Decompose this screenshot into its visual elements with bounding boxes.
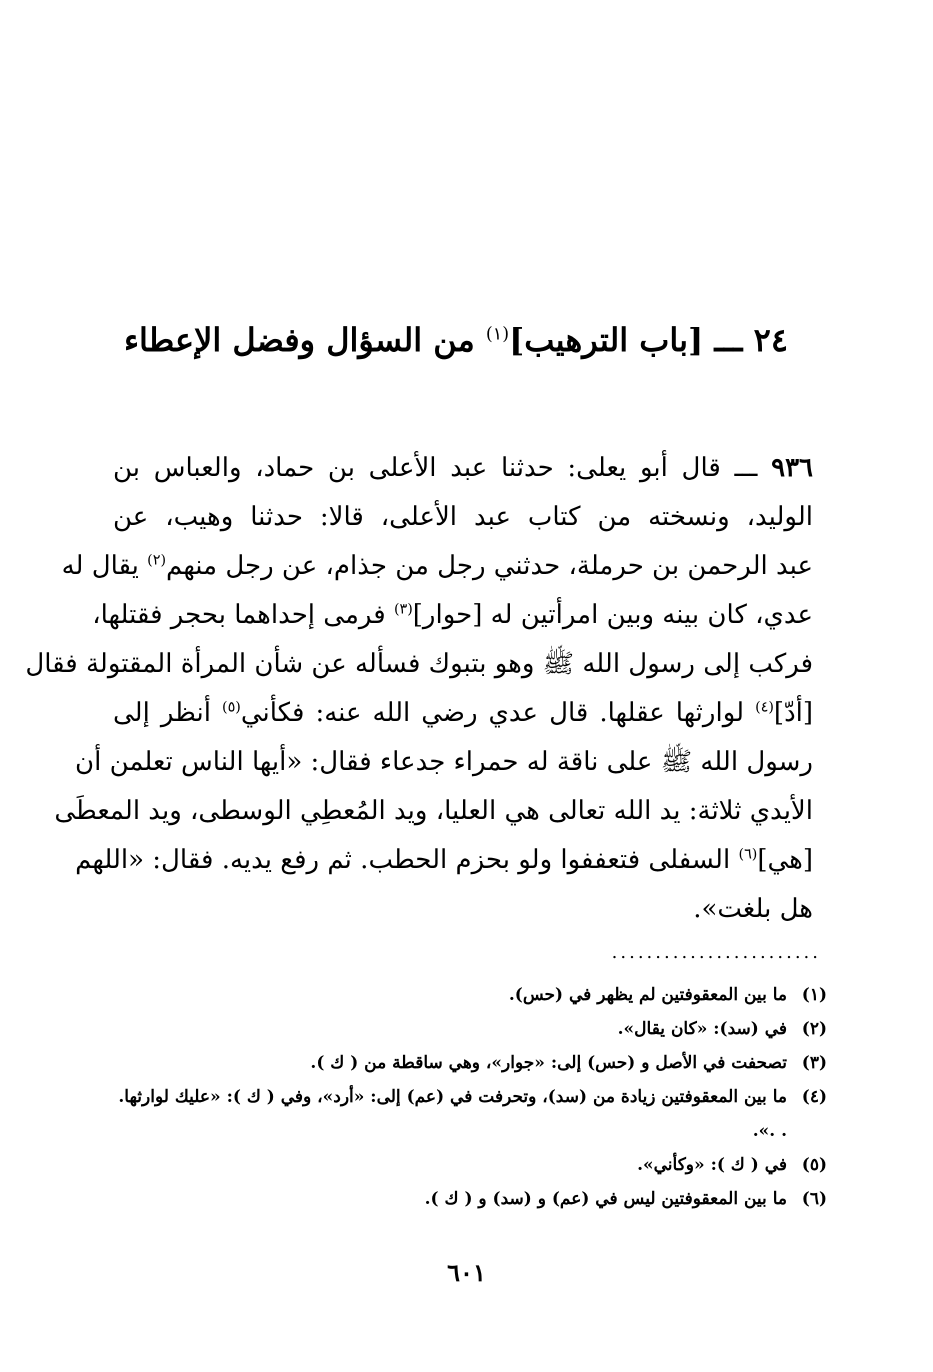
text-segment: عدي، كان بينه وبين امرأتين له [حوار] xyxy=(412,600,813,630)
footnote-number: (٢) xyxy=(801,1019,827,1039)
chapter-number: ٢٤ xyxy=(753,321,788,359)
chapter-title xyxy=(123,318,788,362)
footnote-number: (٥) xyxy=(801,1155,827,1175)
footnote-number: (٤) xyxy=(801,1087,827,1107)
footnote-item xyxy=(107,978,827,1012)
footnote-text: في (سد): «كان يقال». xyxy=(617,1019,787,1039)
text-segment: [أدّ] xyxy=(773,698,814,728)
footnote-ref: (٣) xyxy=(393,601,413,618)
footnote-text: ما بين المعقوفتين زيادة من (سد)، وتحرفت في (عم) إلى: «أرد»، وفي ( ك ): «عليك لوارثها. . .». xyxy=(118,1087,787,1141)
footnote-number: (٣) xyxy=(801,1053,827,1073)
footnote-divider: ........................ xyxy=(611,942,821,963)
footnote-text: تصحفت في الأصل و (حس) إلى: «جوار»، وهي ساقطة من ( ك ). xyxy=(310,1053,787,1073)
text-segment: فرمى إحداهما بحجر فقتلها، xyxy=(92,600,386,630)
hadith-text xyxy=(25,444,814,934)
footnote-ref: (٦) xyxy=(738,846,758,863)
footnote-ref: (٤) xyxy=(755,699,774,716)
chapter-dash: ـــ xyxy=(714,321,743,359)
footnote-item xyxy=(107,1046,827,1080)
text-line xyxy=(113,689,813,738)
text-segment: [هي] xyxy=(757,845,813,875)
text-segment: يقال له xyxy=(61,551,139,581)
text-line: الأيدي ثلاثة: يد الله تعالى هي العليا، ويد المُعطِي الوسطى، ويد المعطَى xyxy=(54,796,813,826)
chapter-title-rest: من السؤال وفضل الإعطاء xyxy=(123,321,475,359)
footnote-ref: (١) xyxy=(485,324,510,345)
footnote-ref: (٥) xyxy=(221,699,241,716)
footnote-number: (١) xyxy=(801,985,827,1005)
footnote-text: ما بين المعقوفتين لم يظهر في (حس). xyxy=(508,985,787,1005)
hadith-number: ٩٣٦ xyxy=(771,453,814,483)
text-line: فركب إلى رسول الله ﷺ وهو بتبوك فسأله عن شأن المرأة المقتولة فقال xyxy=(25,649,813,679)
footnote-item xyxy=(107,1148,827,1182)
footnote-text: ما بين المعقوفتين ليس في (عم) و (سد) و ( ك ). xyxy=(424,1189,787,1209)
text-line: هل بلغت». xyxy=(693,894,813,924)
text-line: رسول الله ﷺ على ناقة له حمراء جدعاء فقال: «أيها الناس تعلمن أن xyxy=(74,747,813,777)
footnote-text: في ( ك ): «وكأني». xyxy=(637,1155,787,1175)
text-line xyxy=(61,542,813,591)
footnotes xyxy=(107,978,827,1216)
text-line xyxy=(75,836,813,885)
text-line: الوليد، ونسخته من كتاب عبد الأعلى، قالا: حدثنا وهيب، عن xyxy=(113,502,813,532)
text-segment: أنظر إلى xyxy=(113,698,211,728)
chapter-title-bracketed: [باب الترهيب] xyxy=(509,321,704,359)
page-number: ٦٠١ xyxy=(447,1258,486,1287)
text-line xyxy=(92,591,813,640)
text-segment: السفلى فتعففوا ولو بحزم الحطب. ثم رفع يديه. فقال: «اللهم xyxy=(75,845,731,875)
text-segment: ـــ قال أبو يعلى: حدثنا عبد الأعلى بن حماد، والعباس بن xyxy=(113,453,758,483)
footnote-item xyxy=(107,1012,827,1046)
text-segment: عبد الرحمن بن حرملة، حدثني رجل من جذام، عن رجل منهم xyxy=(166,551,813,581)
text-line xyxy=(113,444,813,493)
footnote-number: (٦) xyxy=(801,1189,827,1209)
footnote-ref: (٢) xyxy=(147,552,167,569)
text-segment: لوارثها عقلها. قال عدي رضي الله عنه: فكأني xyxy=(240,698,745,728)
footnote-item xyxy=(107,1080,827,1148)
footnote-item xyxy=(107,1182,827,1216)
